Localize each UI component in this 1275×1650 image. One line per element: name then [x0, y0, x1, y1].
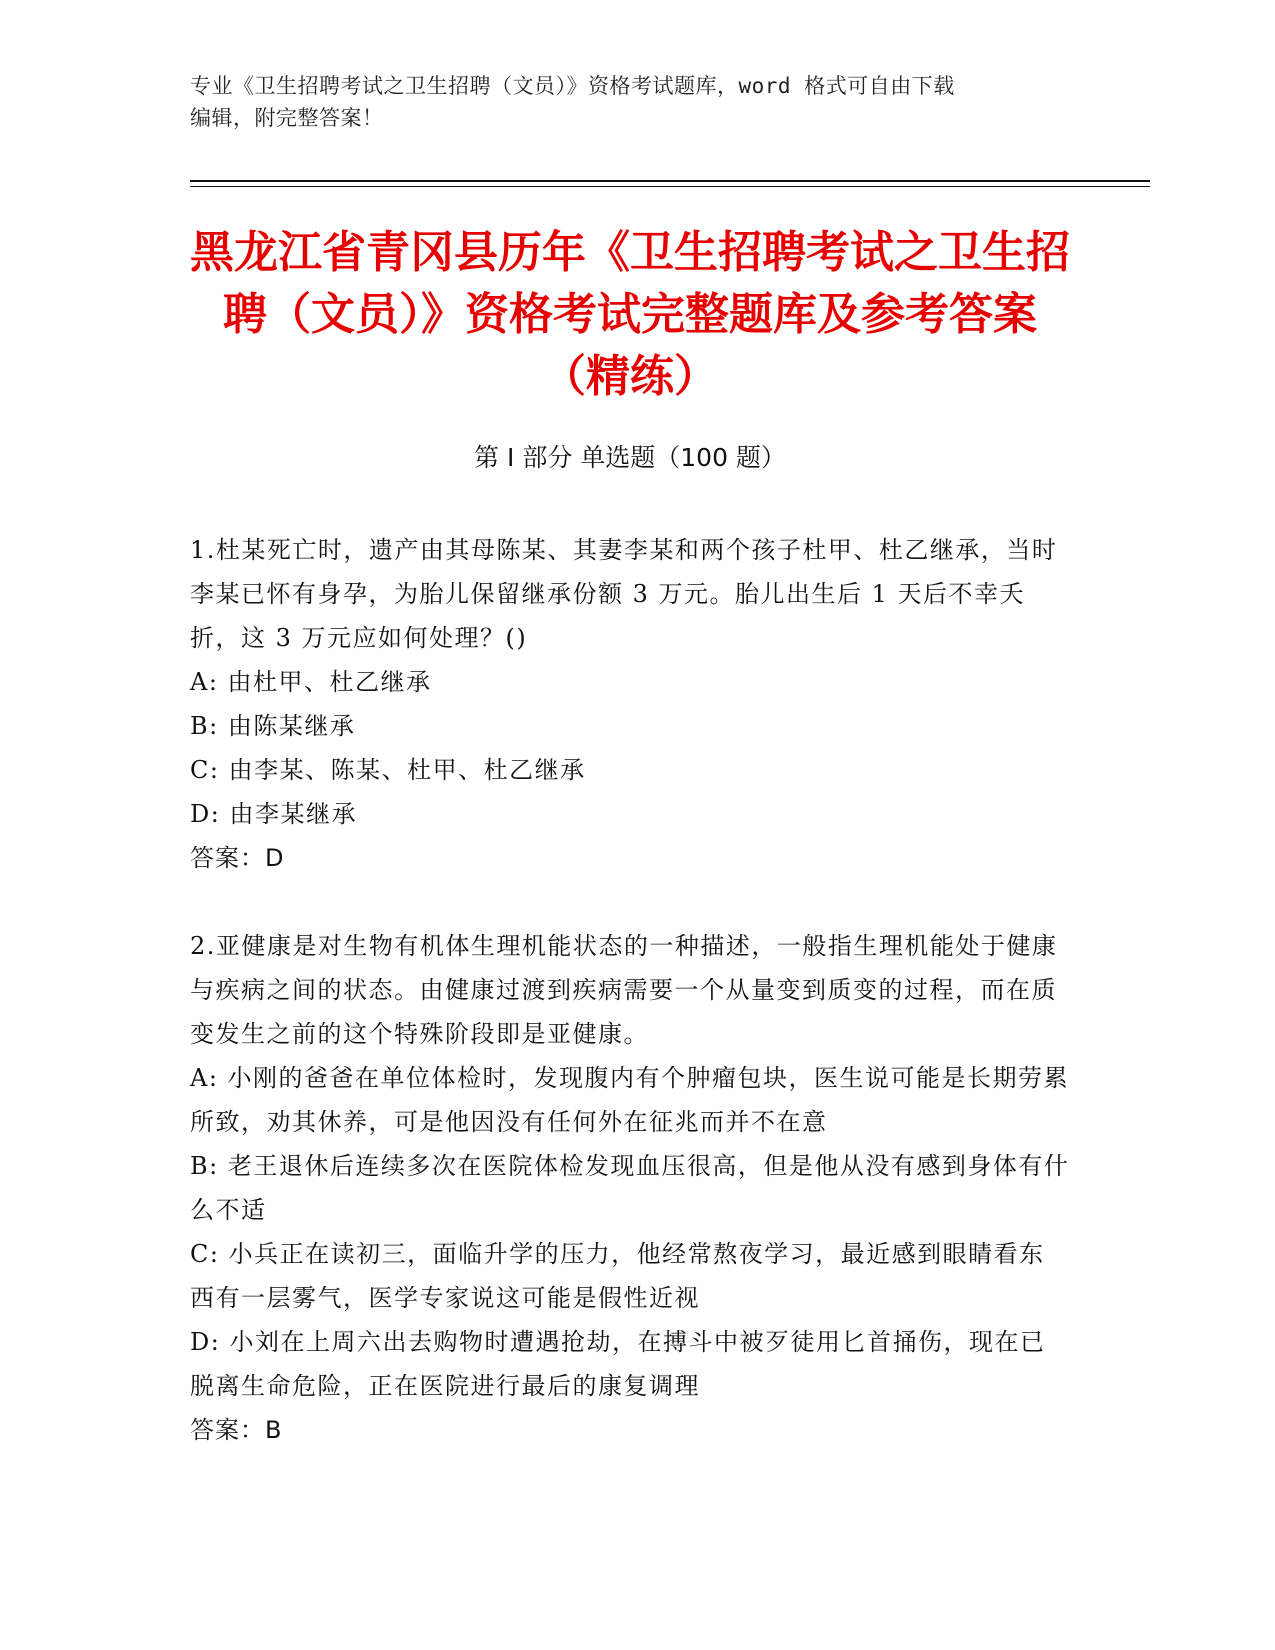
question-text: 1.杜某死亡时，遗产由其母陈某、其妻李某和两个孩子杜甲、杜乙继承，当时李某已怀有身孕，为胎儿保留继承份额 3 万元。胎儿出生后 1 天后不幸夭折，这 3 万元应如何处理？(): [190, 536, 1058, 652]
header-divider-thin: [190, 186, 1150, 187]
header-note: [190, 70, 1070, 134]
option-a: A: 由杜甲、杜乙继承: [190, 668, 432, 696]
answer-line: 答案：D: [190, 844, 285, 872]
option-d: D: 小刘在上周六出去购物时遭遇抢劫，在搏斗中被歹徒用匕首捅伤，现在已脱离生命危险，正在医院进行最后的康复调理: [190, 1328, 1046, 1400]
answer-line: 答案：B: [190, 1416, 283, 1444]
question-text: 2.亚健康是对生物有机体生理机能状态的一种描述，一般指生理机能处于健康与疾病之间的状态。由健康过渡到疾病需要一个从量变到质变的过程，而在质变发生之前的这个特殊阶段即是亚健康。: [190, 932, 1058, 1048]
option-a: A: 小刚的爸爸在单位体检时，发现腹内有个肿瘤包块，医生说可能是长期劳累所致，劝其休养，可是他因没有任何外在征兆而并不在意: [190, 1064, 1070, 1136]
question-list: [190, 528, 1070, 1496]
header-divider-thick: [190, 180, 1150, 182]
option-b: B: 老王退休后连续多次在医院体检发现血压很高，但是他从没有感到身体有什么不适: [190, 1152, 1070, 1224]
header-note-line-2: 编辑，附完整答案！: [190, 106, 384, 130]
document-page: [190, 70, 1070, 1444]
option-c: C: 由李某、陈某、杜甲、杜乙继承: [190, 756, 586, 784]
document-title: 黑龙江省青冈县历年《卫生招聘考试之卫生招聘（文员）》资格考试完整题库及参考答案（精练）: [190, 227, 1070, 402]
option-c: C: 小兵正在读初三，面临升学的压力，他经常熬夜学习，最近感到眼睛看东西有一层雾气，医学专家说这可能是假性近视: [190, 1240, 1045, 1312]
question-2: [190, 924, 1070, 1452]
option-d: D: 由李某继承: [190, 800, 357, 828]
question-1: [190, 528, 1070, 880]
option-b: B: 由陈某继承: [190, 712, 356, 740]
header-note-line-1: 专业《卫生招聘考试之卫生招聘（文员）》资格考试题库，word 格式可自由下载: [190, 74, 955, 98]
section-heading: 第 I 部分 单选题（100 题）: [474, 443, 786, 472]
